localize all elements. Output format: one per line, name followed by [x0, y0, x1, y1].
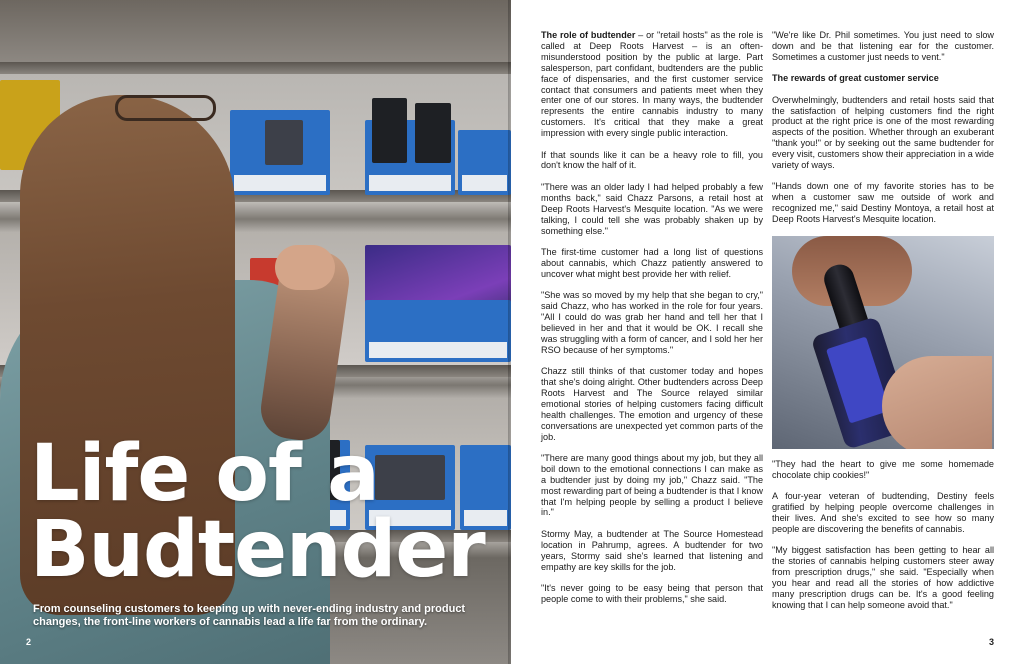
paragraph: Chazz still thinks of that customer today and hopes that she's doing alright. Other budtenders across Deep Roots Harvest and The Source relayed similar emotional stories of helping customers facing difficult health challenges. The emotion and urgency of these conversations are unexpected yet common parts of the job.	[541, 366, 763, 442]
product-package	[372, 98, 407, 163]
budtender-hand	[275, 245, 335, 290]
paragraph: A four-year veteran of budtending, Destiny feels gratified by helping people overcome challenges in their lives. And she's excited to see how so many people are discovering the benefits of cannabis.	[772, 490, 994, 534]
tincture-bottle-photo	[772, 236, 994, 449]
paragraph: If that sounds like it can be a heavy role to fill, you don't know the half of it.	[541, 149, 763, 171]
product-package	[415, 103, 451, 163]
paragraph: "They had the heart to give me some homemade chocolate chip cookies!"	[772, 458, 994, 480]
section-heading: The rewards of great customer service	[772, 73, 939, 84]
right-page-spread	[511, 0, 1024, 664]
page-number-left: 2	[26, 637, 32, 647]
lead-in-rest: – or "retail hosts" as the role is called at Deep Roots Harvest – is an often-misunderstood position by the public at large. Part salesperson, part confidant, budtenders are the public face of dispensaries, and the first customer service contact that consumers and patients meet when they enter one of our stores. In many ways, the budtender represents the entire cannabis industry to many customers. It's critical that they make a great impression with every single public interaction.	[541, 30, 763, 139]
product-package	[265, 120, 303, 165]
paragraph: Stormy May, a budtender at The Source Homestead location in Pahrump, agrees. A budtender for two years, Stormy said she's learned that listening and empathy are key skills for the job.	[541, 528, 763, 572]
paragraph: Overwhelmingly, budtenders and retail hosts said that the satisfaction of helping customers find the right product at the right price is one of the most rewarding aspects of the position. Whether through an exuberant "thank you!" or by seeking out the same budtender for every visit, customers show their appreciation in a wide variety of ways.	[772, 94, 994, 171]
paragraph	[541, 30, 763, 139]
product-display-case	[458, 130, 511, 195]
paragraph: "It's never going to be easy being that person that people come to with their problems," she said.	[541, 582, 763, 604]
hand-holding-bottle	[882, 356, 992, 449]
product-display-case	[365, 300, 511, 362]
page-number-right: 3	[988, 637, 994, 647]
text-column-1	[541, 30, 763, 615]
text-column-2	[772, 30, 994, 621]
article-subtitle: From counseling customers to keeping up with never-ending industry and product changes, the front-line workers of cannabis lead a life far from the ordinary.	[33, 603, 466, 628]
left-page-spread	[0, 0, 511, 664]
paragraph: "My biggest satisfaction has been getting to hear all the stories of cannabis helping customers steer away from prescription drugs," she said. "Especially when you hear and read all the stories of how addictive many prescription drugs can be. It's a good feeling knowing that I can help someone avoid that."	[772, 545, 994, 610]
paragraph: "There are many good things about my job, but they all boil down to the emotional connections I can make as a budtender just by doing my job," Chazz said. "The most rewarding part of being a budtender is that I know that I'm helping people by selling a product I believe in."	[541, 452, 763, 518]
paragraph: "There was an older lady I had helped probably a few months back," said Chazz Parsons, a retail host at Deep Roots Harvest's Mesquite location. "As we were talking, I could tell she was probably shaken up by something else."	[541, 181, 763, 236]
title-line-2: Budtender	[30, 505, 485, 595]
paragraph: The first-time customer had a long list of questions about cannabis, which Chazz patiently answered to uncover what might best provide her with relief.	[541, 246, 763, 279]
shelf	[0, 62, 511, 74]
article-title	[30, 429, 500, 595]
title-line-1: Life of a	[30, 429, 379, 519]
paragraph: "Hands down one of my favorite stories has to be when a customer saw me outside of work and recognized me," said Destiny Montoya, a retail host at Deep Roots Harvest's Mesquite location.	[772, 181, 994, 225]
paragraph: "We're like Dr. Phil sometimes. You just need to slow down and be that listening ear for the customer. Sometimes a customer just needs to vent."	[772, 30, 994, 62]
sunglasses-on-head	[115, 95, 216, 121]
lead-in-bold: The role of budtender	[541, 30, 636, 40]
paragraph: "She was so moved by my help that she began to cry," said Chazz, who has worked in the role for four years. "All I could do was grab her hand and tell her that I believed in her and that it would be OK. I recall she was struggling with a form of cancer, and I sold her her RSO because of her symptoms."	[541, 290, 763, 355]
